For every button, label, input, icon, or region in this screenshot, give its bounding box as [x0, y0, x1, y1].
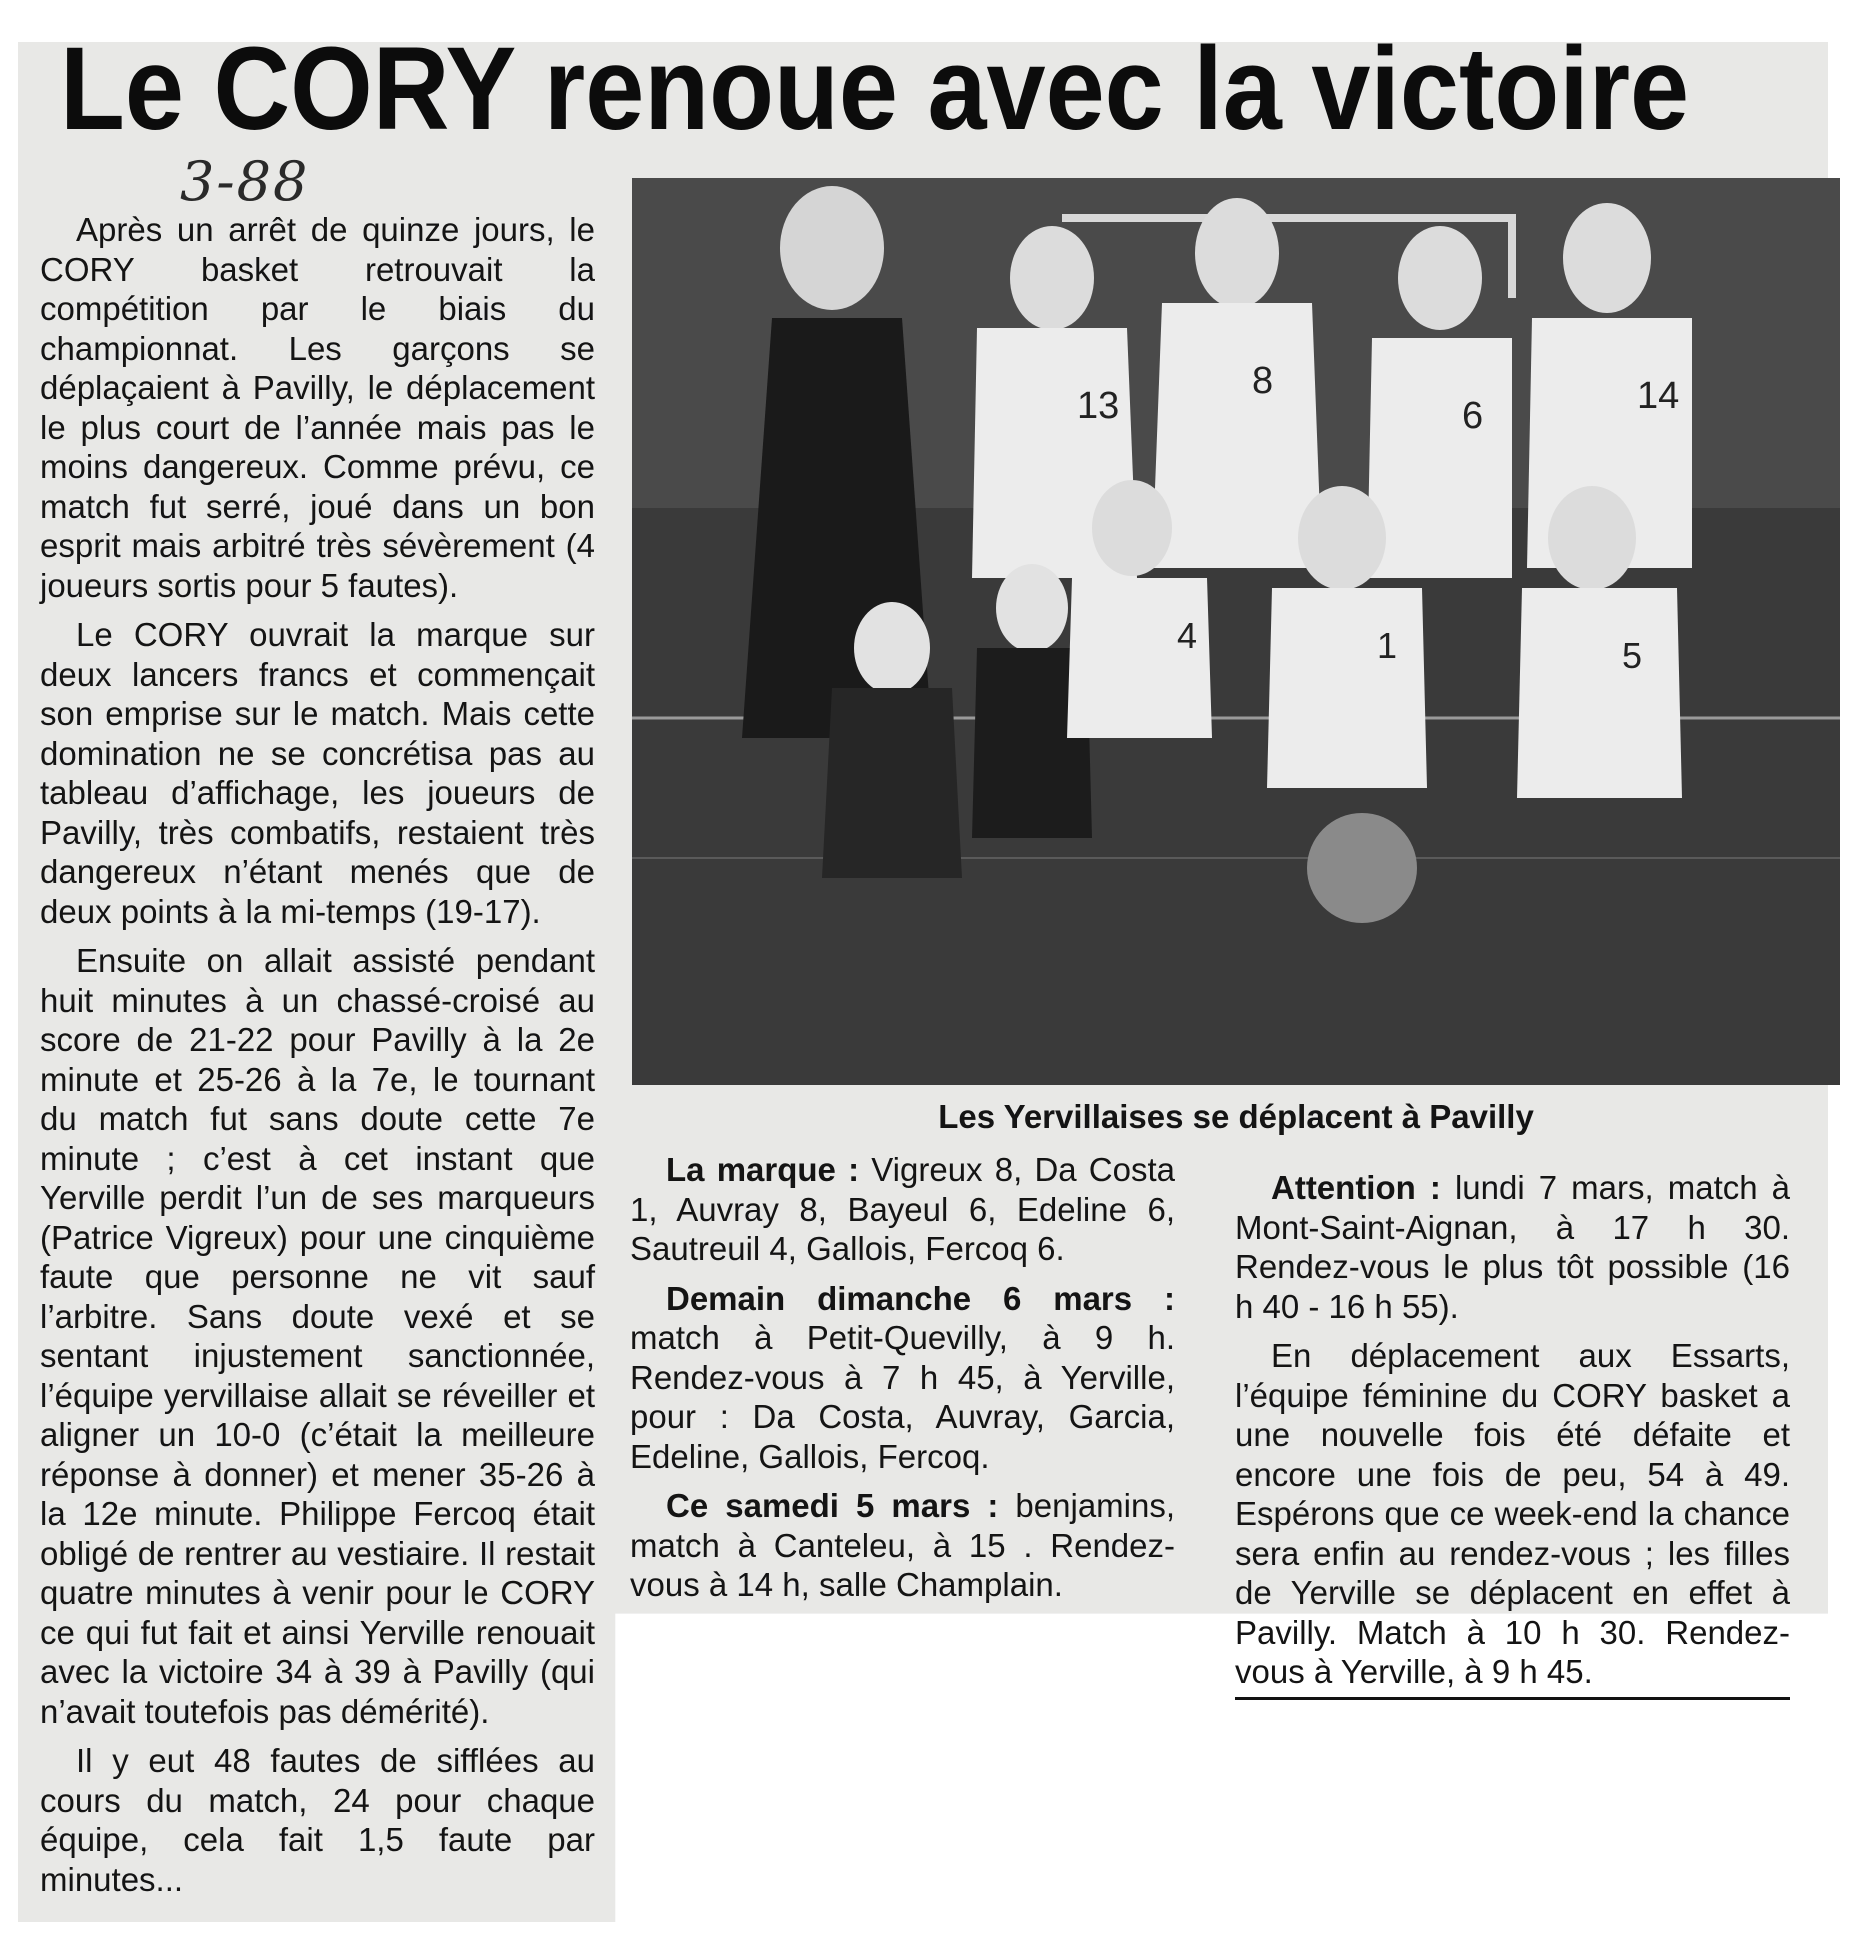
- paragraph: Après un arrêt de quinze jours, le CORY basket retrouvait la compétition par le biais du championnat. Les garçons se déplaçaient à Pavilly, le déplacement le plus court de l’année mais pas le moins dangereux. Comme prévu, ce match fut serré, joué dans un bon esprit mais arbitré très sévèrement (4 joueurs sortis pour 5 fautes).: [40, 211, 595, 604]
- score-block: [630, 1150, 1175, 1269]
- jersey-number: 1: [1377, 625, 1398, 666]
- score-lead: La marque :: [666, 1151, 860, 1188]
- paragraph: Il y eut 48 fautes de sifflées au cours du match, 24 pour chaque équipe, cela fait 1,5 faute par minutes...: [40, 1742, 595, 1898]
- paragraph: Le CORY ouvrait la marque sur deux lancers francs et commençait son emprise sur le match. Mais cette domination ne se concrétisa pas au tableau d’affichage, les joueurs de Pavilly, très combatifs, restaient très dangereux n’étant menés que de deux points à la mi-temps (19-17).: [40, 616, 595, 930]
- handwritten-date: 3-88: [180, 150, 310, 213]
- sunday-text: match à Petit-Quevilly, à 9 h. Rendez-vous à 7 h 45, à Yerville, pour : Da Costa, Auvray, Garcia, Edeline, Gallois, Fercoq.: [630, 1319, 1175, 1475]
- photo-caption: Les Yervillaises se déplacent à Pavilly: [938, 1098, 1534, 1135]
- sunday-block: [630, 1279, 1175, 1477]
- attention-lead: Attention :: [1271, 1169, 1441, 1206]
- article-right-column: [1235, 1168, 1790, 1702]
- paragraph: En déplacement aux Essarts, l’équipe féminine du CORY basket a une nouvelle fois été défaite et encore une fois de peu, 54 à 49. Espérons que ce week-end la chance sera enfin au rendez-vous ; les filles de Yerville se déplacent en effet à Pavilly. Match à 10 h 30. Rendez-vous à Yerville, à 9 h 45.: [1235, 1337, 1790, 1690]
- article-left-column: [40, 210, 595, 1909]
- saturday-text: benjamins, match à Canteleu, à 15 . Rendez-vous à 14 h, salle Champlain.: [630, 1487, 1176, 1603]
- jersey-number: 5: [1622, 635, 1643, 676]
- jersey-number: 14: [1637, 375, 1680, 417]
- saturday-lead: Ce samedi 5 mars :: [666, 1487, 999, 1524]
- score-text: Vigreux 8, Da Costa 1, Auvray 8, Bayeul 6, Edeline 6, Sautreuil 4, Gallois, Fercoq 6.: [630, 1151, 1176, 1267]
- jersey-number: 8: [1252, 360, 1274, 402]
- attention-text: lundi 7 mars, match à Mont-Saint-Aignan, à 17 h 30. Rendez-vous le plus tôt possible (16 h 40 - 16 h 55).: [1235, 1169, 1791, 1325]
- sunday-lead: Demain dimanche 6 mars :: [666, 1279, 1175, 1317]
- article-middle-column: [630, 1150, 1175, 1615]
- jersey-number: 6: [1462, 395, 1484, 437]
- saturday-block: [630, 1486, 1175, 1605]
- jersey-number: 13: [1077, 385, 1120, 427]
- jersey-number: 4: [1177, 615, 1198, 656]
- headline: Le CORY renoue avec la victoire: [60, 23, 1690, 155]
- divider: [1235, 1697, 1790, 1700]
- team-photo: [632, 178, 1840, 1085]
- team-photo-illustration: [632, 178, 1840, 1085]
- attention-block: [1235, 1168, 1790, 1326]
- paragraph: Ensuite on allait assisté pendant huit minutes à un chassé-croisé au score de 21-22 pour Pavilly à la 2e minute et 25-26 à la 7e, le tournant du match fut sans doute cette 7e minute ; c’est à cet instant que Yerville perdit l’un de ses marqueurs (Patrice Vigreux) pour une cinquième faute que personne ne vit sauf l’arbitre. Sans doute vexé et se sentant injustement sanctionnée, l’équipe yervillaise allait se réveiller et aligner un 10-0 (c’était la meilleure réponse à donner) et mener 35-26 à la 12e minute. Philippe Fercoq était obligé de rentrer au vestiaire. Il restait quatre minutes à venir pour le CORY ce qui fut fait et ainsi Yerville renouait avec la victoire 34 à 39 à Pavilly (qui n’avait toutefois pas démérité).: [40, 942, 595, 1730]
